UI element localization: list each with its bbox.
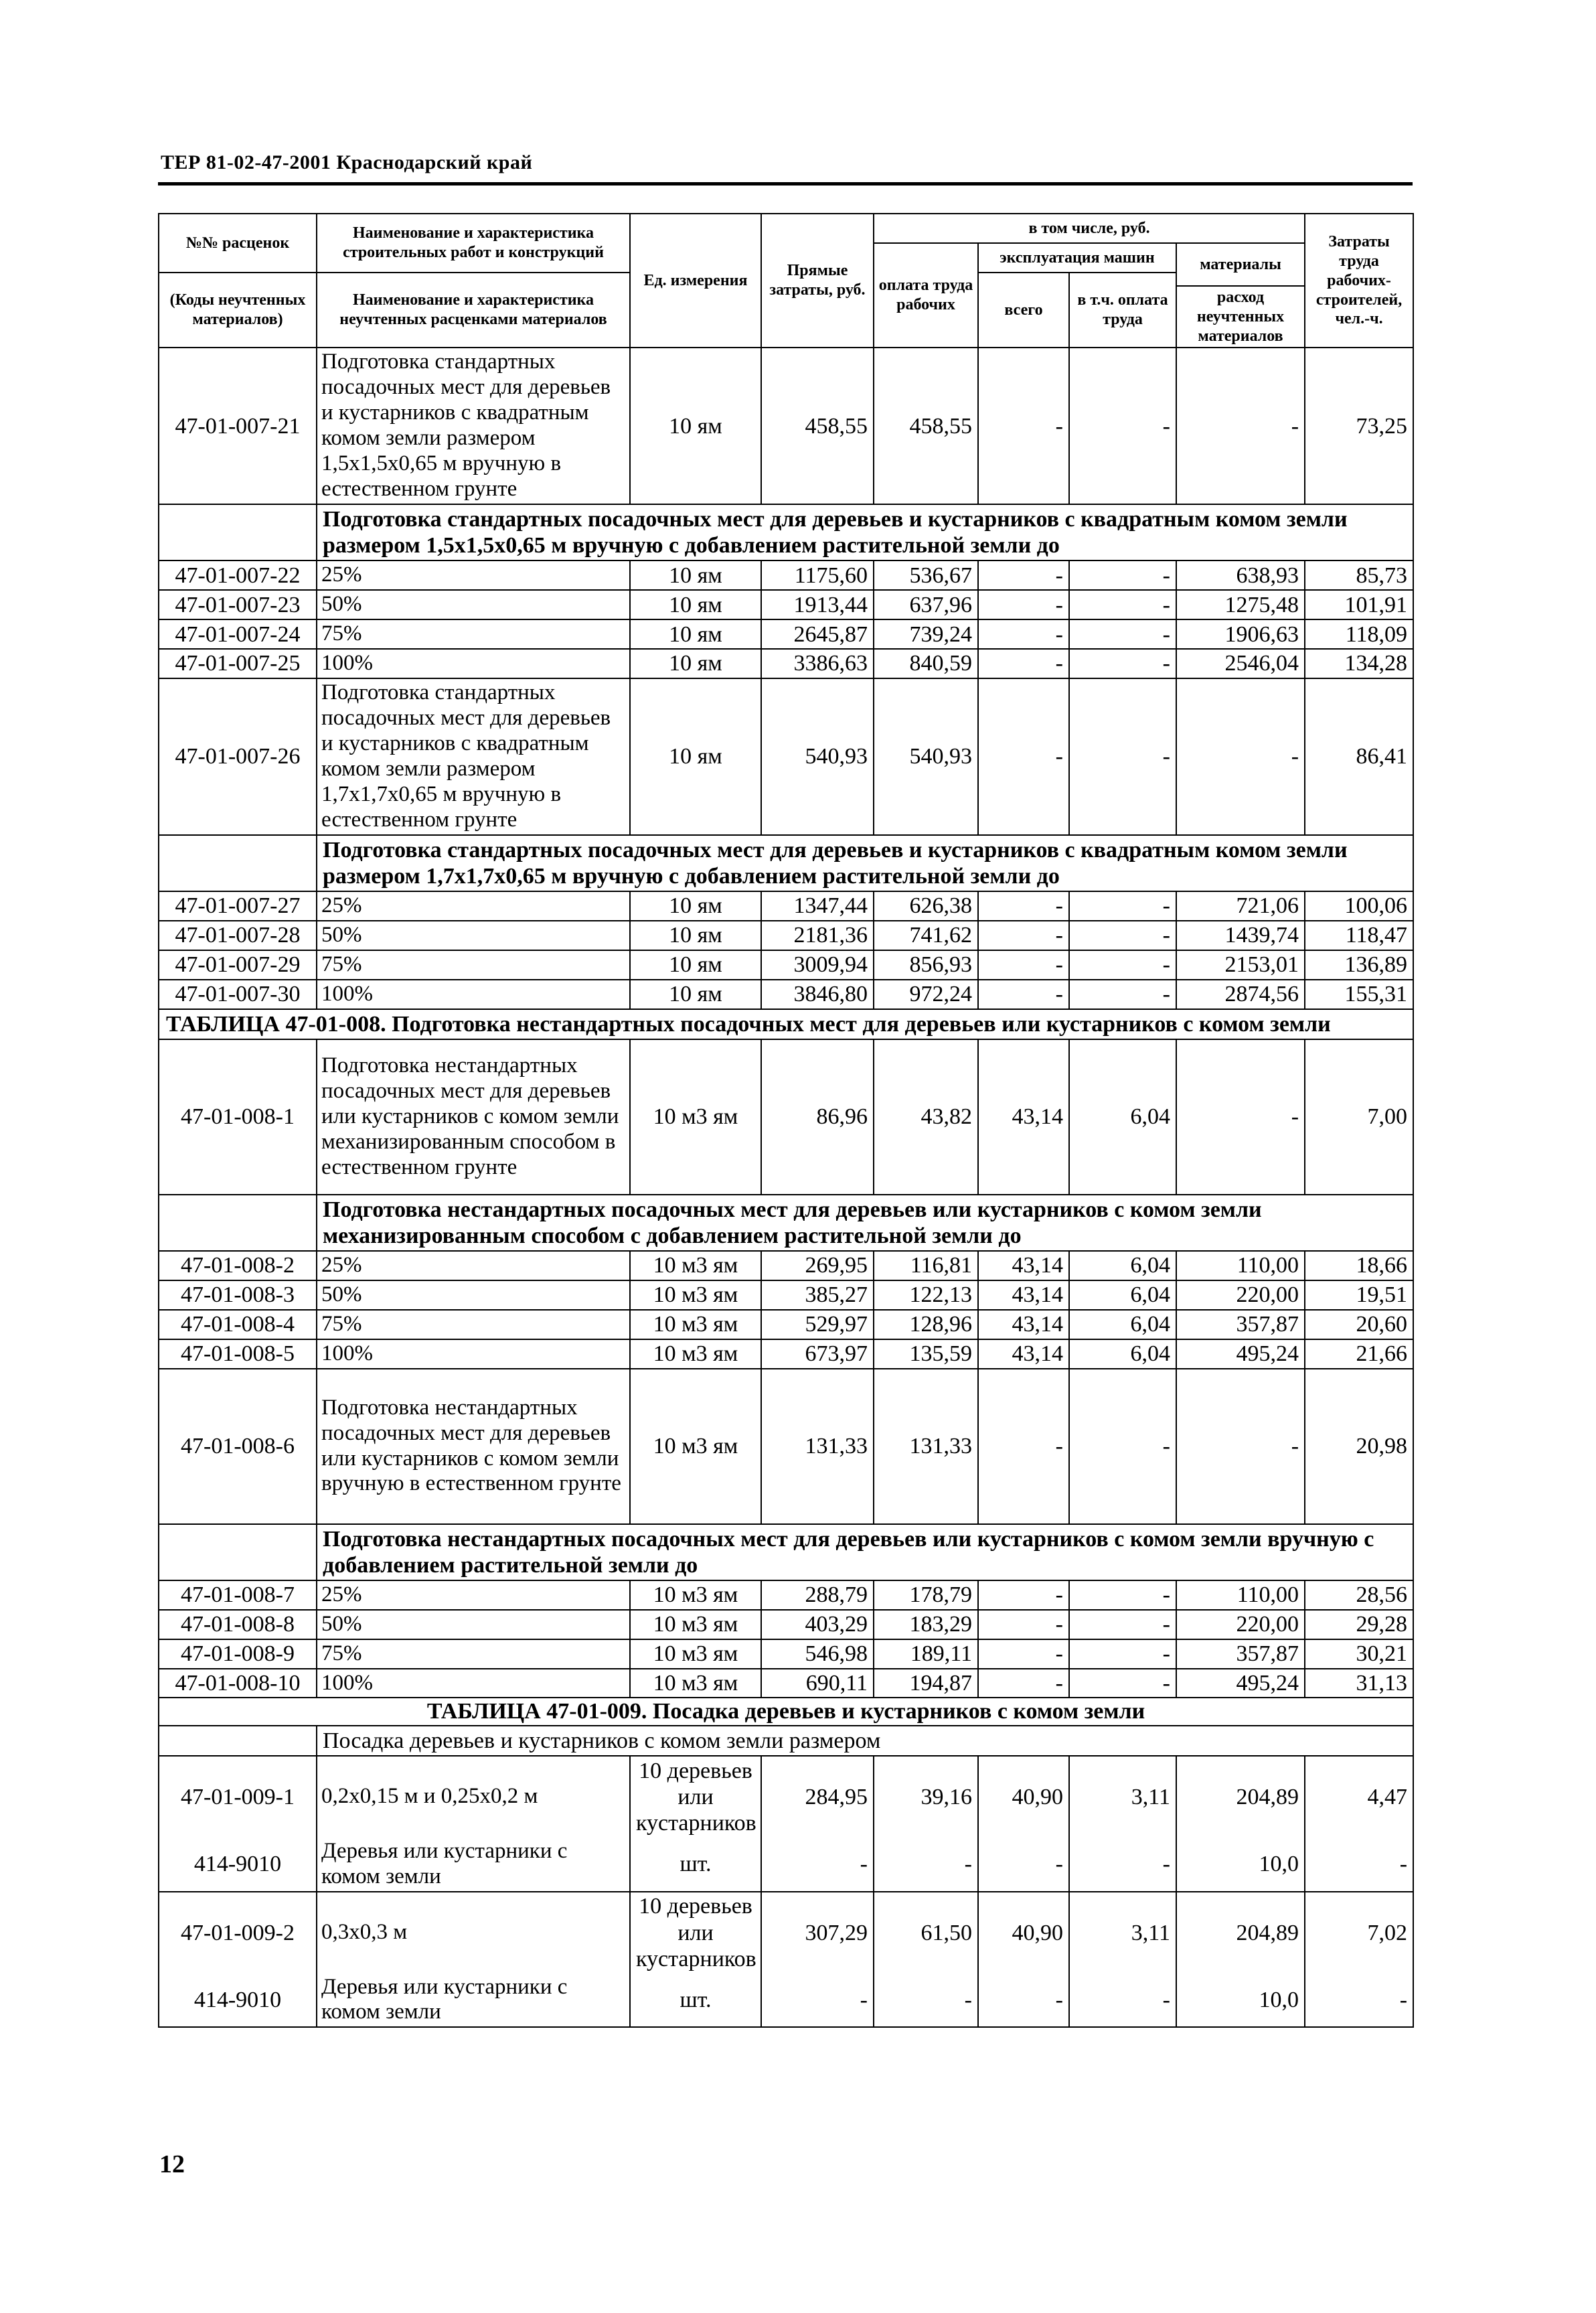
- direct-cost: 269,95: [761, 1251, 874, 1280]
- rate-name: 50%: [317, 1280, 630, 1310]
- rate-code: 414-9010: [159, 1838, 317, 1892]
- machines-labor-pay: 6,04: [1069, 1280, 1176, 1310]
- rate-code: 47-01-009-1: [159, 1756, 317, 1838]
- section-heading: Подготовка стандартных посадочных мест для деревьев и кустарников с квадратным комом земли размером 1,7х1,7х0,65 м вручную с добавлением растительной земли до: [317, 835, 1413, 891]
- machines-total: -: [978, 1610, 1069, 1639]
- labor-pay: 741,62: [874, 921, 978, 950]
- machines-total: -: [978, 649, 1069, 678]
- machines-total: -: [978, 1639, 1069, 1669]
- machines-labor-pay: -: [1069, 950, 1176, 980]
- section-heading: Подготовка нестандартных посадочных мест для деревьев или кустарников с комом земли вручную с добавлением растительной земли до: [317, 1524, 1413, 1580]
- labor-hours: -: [1305, 1838, 1413, 1892]
- machines-total: 43,14: [978, 1339, 1069, 1369]
- labor-hours: 28,56: [1305, 1580, 1413, 1610]
- table-title-row: [159, 1698, 1413, 1725]
- materials-cost: 721,06: [1176, 891, 1305, 921]
- machines-total: 40,90: [978, 1756, 1069, 1838]
- labor-hours: 31,13: [1305, 1669, 1413, 1698]
- col-unit-header: Ед. измерения: [630, 214, 761, 348]
- rate-unit: 10 ям: [630, 561, 761, 590]
- direct-cost: 458,55: [761, 348, 874, 504]
- section-heading: Подготовка нестандартных посадочных мест для деревьев или кустарников с комом земли механизированным способом с добавлением растительной земли до: [317, 1195, 1413, 1251]
- materials-cost: 2546,04: [1176, 649, 1305, 678]
- col-name-header-bottom: Наименование и характеристика неучтенных расценками материалов: [317, 273, 630, 348]
- materials-cost: 495,24: [1176, 1669, 1305, 1698]
- labor-pay: 458,55: [874, 348, 978, 504]
- direct-cost: 3009,94: [761, 950, 874, 980]
- machines-total: -: [978, 891, 1069, 921]
- materials-cost: 638,93: [1176, 561, 1305, 590]
- rate-unit: 10 ям: [630, 619, 761, 649]
- rate-code: 47-01-007-30: [159, 980, 317, 1009]
- col-machines-header: эксплуатация машин: [978, 243, 1176, 273]
- col-mach-labor-header: в т.ч. оплата труда: [1069, 273, 1176, 348]
- rate-name: 75%: [317, 1310, 630, 1339]
- machines-labor-pay: -: [1069, 1639, 1176, 1669]
- labor-hours: 85,73: [1305, 561, 1413, 590]
- rate-unit: 10 ям: [630, 980, 761, 1009]
- machines-total: -: [978, 950, 1069, 980]
- table-title: ТАБЛИЦА 47-01-009. Посадка деревьев и кустарников с комом земли: [159, 1698, 1413, 1725]
- rate-code: 47-01-007-27: [159, 891, 317, 921]
- col-code-header-top: №№ расценок: [159, 214, 317, 273]
- rates-table-wrapper: [158, 213, 1413, 2028]
- labor-pay: 739,24: [874, 619, 978, 649]
- table-row: [159, 561, 1413, 590]
- header-rule: [158, 182, 1413, 185]
- materials-cost: 220,00: [1176, 1280, 1305, 1310]
- table-row: [159, 678, 1413, 835]
- labor-hours: 86,41: [1305, 678, 1413, 835]
- labor-hours: 21,66: [1305, 1339, 1413, 1369]
- rate-code: 47-01-008-7: [159, 1580, 317, 1610]
- rate-name: Подготовка нестандартных посадочных мест для деревьев или кустарников с комом земли механизированным способом в естественном грунте: [317, 1039, 630, 1195]
- machines-labor-pay: -: [1069, 619, 1176, 649]
- rate-code: 47-01-007-22: [159, 561, 317, 590]
- table-row: [159, 950, 1413, 980]
- machines-labor-pay: 3,11: [1069, 1892, 1176, 1973]
- rate-code: 47-01-008-1: [159, 1039, 317, 1195]
- table-row: [159, 619, 1413, 649]
- rate-code: 47-01-008-5: [159, 1339, 317, 1369]
- materials-cost: 2153,01: [1176, 950, 1305, 980]
- machines-labor-pay: 6,04: [1069, 1339, 1176, 1369]
- labor-pay: 61,50: [874, 1892, 978, 1973]
- table-row: [159, 1610, 1413, 1639]
- machines-labor-pay: -: [1069, 561, 1176, 590]
- col-labor-header: Затраты труда рабочих-строителей, чел.-ч.: [1305, 214, 1413, 348]
- direct-cost: 1913,44: [761, 590, 874, 619]
- rate-code: 47-01-008-8: [159, 1610, 317, 1639]
- labor-pay: 540,93: [874, 678, 978, 835]
- labor-hours: 20,60: [1305, 1310, 1413, 1339]
- labor-hours: 4,47: [1305, 1756, 1413, 1838]
- rate-unit: 10 ям: [630, 891, 761, 921]
- rate-unit: шт.: [630, 1973, 761, 2028]
- table-row: [159, 1251, 1413, 1280]
- labor-hours: 18,66: [1305, 1251, 1413, 1280]
- direct-cost: 86,96: [761, 1039, 874, 1195]
- materials-cost: 2874,56: [1176, 980, 1305, 1009]
- empty-code-cell: [159, 1726, 317, 1756]
- rate-name: 50%: [317, 921, 630, 950]
- direct-cost: 1347,44: [761, 891, 874, 921]
- empty-code-cell: [159, 835, 317, 891]
- machines-total: -: [978, 1838, 1069, 1892]
- rate-code: 47-01-009-2: [159, 1892, 317, 1973]
- machines-labor-pay: -: [1069, 678, 1176, 835]
- section-row: [159, 1524, 1413, 1580]
- rate-code: 47-01-008-9: [159, 1639, 317, 1669]
- machines-labor-pay: -: [1069, 980, 1176, 1009]
- col-materials-header: материалы: [1176, 243, 1305, 286]
- machines-total: -: [978, 678, 1069, 835]
- materials-cost: 1906,63: [1176, 619, 1305, 649]
- labor-hours: 101,91: [1305, 590, 1413, 619]
- machines-labor-pay: 3,11: [1069, 1756, 1176, 1838]
- machines-total: -: [978, 348, 1069, 504]
- table-row: [159, 1369, 1413, 1524]
- machines-labor-pay: -: [1069, 1369, 1176, 1524]
- labor-pay: 840,59: [874, 649, 978, 678]
- materials-cost: 495,24: [1176, 1339, 1305, 1369]
- direct-cost: 307,29: [761, 1892, 874, 1973]
- machines-labor-pay: -: [1069, 1610, 1176, 1639]
- machines-labor-pay: 6,04: [1069, 1039, 1176, 1195]
- labor-hours: 20,98: [1305, 1369, 1413, 1524]
- machines-labor-pay: -: [1069, 891, 1176, 921]
- labor-pay: 183,29: [874, 1610, 978, 1639]
- machines-labor-pay: 6,04: [1069, 1251, 1176, 1280]
- rate-unit: 10 ям: [630, 649, 761, 678]
- machines-total: 40,90: [978, 1892, 1069, 1973]
- rate-code: 47-01-008-4: [159, 1310, 317, 1339]
- rate-name: Подготовка стандартных посадочных мест для деревьев и кустарников с квадратным комом земли размером 1,7х1,7х0,65 м вручную в естественном грунте: [317, 678, 630, 835]
- direct-cost: 2181,36: [761, 921, 874, 950]
- labor-pay: 43,82: [874, 1039, 978, 1195]
- table-row: [159, 1580, 1413, 1610]
- materials-cost: 1275,48: [1176, 590, 1305, 619]
- table-row: [159, 1973, 1413, 2028]
- table-row: [159, 891, 1413, 921]
- rate-name: Подготовка стандартных посадочных мест для деревьев и кустарников с квадратным комом земли размером 1,5х1,5х0,65 м вручную в естественном грунте: [317, 348, 630, 504]
- direct-cost: 3386,63: [761, 649, 874, 678]
- col-code-header-bottom: (Коды неучтенных материалов): [159, 273, 317, 348]
- rate-name: 0,3х0,3 м: [317, 1892, 630, 1973]
- labor-hours: 155,31: [1305, 980, 1413, 1009]
- machines-total: -: [978, 561, 1069, 590]
- direct-cost: 288,79: [761, 1580, 874, 1610]
- empty-code-cell: [159, 1195, 317, 1251]
- materials-cost: 220,00: [1176, 1610, 1305, 1639]
- labor-hours: 118,47: [1305, 921, 1413, 950]
- table-title: ТАБЛИЦА 47-01-008. Подготовка нестандартных посадочных мест для деревьев или кустарников с комом земли: [159, 1009, 1413, 1039]
- labor-pay: 135,59: [874, 1339, 978, 1369]
- materials-cost: -: [1176, 348, 1305, 504]
- rate-unit: 10 м3 ям: [630, 1310, 761, 1339]
- rate-name: Подготовка нестандартных посадочных мест для деревьев или кустарников с комом земли вручную в естественном грунте: [317, 1369, 630, 1524]
- rate-code: 47-01-007-29: [159, 950, 317, 980]
- materials-cost: 110,00: [1176, 1251, 1305, 1280]
- labor-pay: 972,24: [874, 980, 978, 1009]
- labor-hours: 136,89: [1305, 950, 1413, 980]
- rate-unit: 10 м3 ям: [630, 1039, 761, 1195]
- col-materials-sub-header: расход неучтенных материалов: [1176, 286, 1305, 348]
- materials-cost: -: [1176, 1039, 1305, 1195]
- labor-pay: 128,96: [874, 1310, 978, 1339]
- materials-cost: 10,0: [1176, 1973, 1305, 2028]
- rate-unit: 10 деревьев или кустарников: [630, 1756, 761, 1838]
- rate-code: 47-01-007-21: [159, 348, 317, 504]
- rate-name: 75%: [317, 950, 630, 980]
- labor-pay: 178,79: [874, 1580, 978, 1610]
- labor-hours: 100,06: [1305, 891, 1413, 921]
- labor-hours: -: [1305, 1973, 1413, 2028]
- table-row: [159, 1310, 1413, 1339]
- machines-labor-pay: 6,04: [1069, 1310, 1176, 1339]
- section-heading: Посадка деревьев и кустарников с комом земли размером: [317, 1726, 1413, 1756]
- machines-total: -: [978, 980, 1069, 1009]
- machines-total: 43,14: [978, 1039, 1069, 1195]
- rate-name: 100%: [317, 980, 630, 1009]
- direct-cost: 540,93: [761, 678, 874, 835]
- table-row: [159, 590, 1413, 619]
- machines-total: 43,14: [978, 1310, 1069, 1339]
- col-name-header-top: Наименование и характеристика строительных работ и конструкций: [317, 214, 630, 273]
- machines-labor-pay: -: [1069, 1838, 1176, 1892]
- col-incl-header: в том числе, руб.: [874, 214, 1305, 243]
- rates-table: [158, 213, 1414, 2028]
- machines-labor-pay: -: [1069, 1973, 1176, 2028]
- labor-pay: 122,13: [874, 1280, 978, 1310]
- rate-unit: 10 деревьев или кустарников: [630, 1892, 761, 1973]
- rate-code: 47-01-008-6: [159, 1369, 317, 1524]
- rate-name: Деревья или кустарники с комом земли: [317, 1838, 630, 1892]
- table-row: [159, 348, 1413, 504]
- materials-cost: 110,00: [1176, 1580, 1305, 1610]
- empty-code-cell: [159, 1524, 317, 1580]
- direct-cost: 131,33: [761, 1369, 874, 1524]
- labor-pay: 536,67: [874, 561, 978, 590]
- rate-unit: 10 м3 ям: [630, 1339, 761, 1369]
- rate-unit: шт.: [630, 1838, 761, 1892]
- rate-unit: 10 м3 ям: [630, 1639, 761, 1669]
- rate-code: 47-01-008-3: [159, 1280, 317, 1310]
- labor-hours: 118,09: [1305, 619, 1413, 649]
- table-row: [159, 1756, 1413, 1838]
- direct-cost: -: [761, 1973, 874, 2028]
- rate-name: 25%: [317, 561, 630, 590]
- labor-pay: 189,11: [874, 1639, 978, 1669]
- labor-hours: 19,51: [1305, 1280, 1413, 1310]
- labor-hours: 30,21: [1305, 1639, 1413, 1669]
- col-direct-header: Прямые затраты, руб.: [761, 214, 874, 348]
- materials-cost: 10,0: [1176, 1838, 1305, 1892]
- rate-unit: 10 ям: [630, 590, 761, 619]
- labor-pay: 131,33: [874, 1369, 978, 1524]
- rate-name: 100%: [317, 1669, 630, 1698]
- labor-hours: 29,28: [1305, 1610, 1413, 1639]
- rate-name: 25%: [317, 891, 630, 921]
- machines-total: -: [978, 1369, 1069, 1524]
- labor-hours: 134,28: [1305, 649, 1413, 678]
- materials-cost: 204,89: [1176, 1756, 1305, 1838]
- labor-pay: 637,96: [874, 590, 978, 619]
- rate-code: 414-9010: [159, 1973, 317, 2028]
- rate-name: 100%: [317, 649, 630, 678]
- labor-pay: 194,87: [874, 1669, 978, 1698]
- rate-name: 75%: [317, 1639, 630, 1669]
- rate-unit: 10 м3 ям: [630, 1251, 761, 1280]
- rate-unit: 10 ям: [630, 921, 761, 950]
- direct-cost: 403,29: [761, 1610, 874, 1639]
- table-row: [159, 649, 1413, 678]
- labor-pay: 626,38: [874, 891, 978, 921]
- labor-pay: -: [874, 1838, 978, 1892]
- rate-unit: 10 м3 ям: [630, 1580, 761, 1610]
- direct-cost: 385,27: [761, 1280, 874, 1310]
- section-row: [159, 1195, 1413, 1251]
- document-header: ТЕР 81-02-47-2001 Краснодарский край: [161, 151, 533, 173]
- machines-total: -: [978, 1669, 1069, 1698]
- direct-cost: 284,95: [761, 1756, 874, 1838]
- rate-name: 100%: [317, 1339, 630, 1369]
- direct-cost: -: [761, 1838, 874, 1892]
- rate-name: 25%: [317, 1580, 630, 1610]
- rate-unit: 10 м3 ям: [630, 1369, 761, 1524]
- rate-code: 47-01-007-23: [159, 590, 317, 619]
- rate-code: 47-01-007-25: [159, 649, 317, 678]
- materials-cost: 357,87: [1176, 1639, 1305, 1669]
- machines-total: 43,14: [978, 1251, 1069, 1280]
- direct-cost: 546,98: [761, 1639, 874, 1669]
- table-row: [159, 1892, 1413, 1973]
- rate-unit: 10 м3 ям: [630, 1610, 761, 1639]
- machines-total: -: [978, 619, 1069, 649]
- direct-cost: 690,11: [761, 1669, 874, 1698]
- col-mach-total-header: всего: [978, 273, 1069, 348]
- table-row: [159, 980, 1413, 1009]
- empty-code-cell: [159, 504, 317, 561]
- table-row: [159, 1639, 1413, 1669]
- rate-unit: 10 м3 ям: [630, 1280, 761, 1310]
- rate-name: 50%: [317, 1610, 630, 1639]
- rate-code: 47-01-008-2: [159, 1251, 317, 1280]
- section-row: [159, 1726, 1413, 1756]
- machines-total: -: [978, 590, 1069, 619]
- labor-pay: -: [874, 1973, 978, 2028]
- rate-name: 25%: [317, 1251, 630, 1280]
- materials-cost: 1439,74: [1176, 921, 1305, 950]
- table-row: [159, 1280, 1413, 1310]
- labor-hours: 73,25: [1305, 348, 1413, 504]
- materials-cost: -: [1176, 678, 1305, 835]
- machines-total: -: [978, 921, 1069, 950]
- table-row: [159, 921, 1413, 950]
- table-row: [159, 1669, 1413, 1698]
- col-pay-header: оплата труда рабочих: [874, 243, 978, 348]
- section-row: [159, 835, 1413, 891]
- rate-code: 47-01-007-24: [159, 619, 317, 649]
- section-row: [159, 504, 1413, 561]
- table-row: [159, 1838, 1413, 1892]
- labor-hours: 7,02: [1305, 1892, 1413, 1973]
- rate-name: 0,2х0,15 м и 0,25х0,2 м: [317, 1756, 630, 1838]
- rate-code: 47-01-007-26: [159, 678, 317, 835]
- machines-labor-pay: -: [1069, 590, 1176, 619]
- direct-cost: 2645,87: [761, 619, 874, 649]
- labor-pay: 856,93: [874, 950, 978, 980]
- rate-unit: 10 м3 ям: [630, 1669, 761, 1698]
- table-row: [159, 1339, 1413, 1369]
- machines-labor-pay: -: [1069, 1669, 1176, 1698]
- rate-name: 75%: [317, 619, 630, 649]
- rate-name: 50%: [317, 590, 630, 619]
- rate-unit: 10 ям: [630, 950, 761, 980]
- direct-cost: 529,97: [761, 1310, 874, 1339]
- machines-labor-pay: -: [1069, 921, 1176, 950]
- rate-unit: 10 ям: [630, 348, 761, 504]
- direct-cost: 3846,80: [761, 980, 874, 1009]
- machines-total: -: [978, 1580, 1069, 1610]
- table-row: [159, 1039, 1413, 1195]
- machines-labor-pay: -: [1069, 1580, 1176, 1610]
- section-heading: Подготовка стандартных посадочных мест для деревьев и кустарников с квадратным комом земли размером 1,5х1,5х0,65 м вручную с добавлением растительной земли до: [317, 504, 1413, 561]
- machines-labor-pay: -: [1069, 348, 1176, 504]
- page-number: 12: [159, 2150, 185, 2178]
- rate-unit: 10 ям: [630, 678, 761, 835]
- labor-hours: 7,00: [1305, 1039, 1413, 1195]
- materials-cost: 357,87: [1176, 1310, 1305, 1339]
- materials-cost: -: [1176, 1369, 1305, 1524]
- rate-name: Деревья или кустарники с комом земли: [317, 1973, 630, 2028]
- labor-pay: 39,16: [874, 1756, 978, 1838]
- machines-total: -: [978, 1973, 1069, 2028]
- labor-pay: 116,81: [874, 1251, 978, 1280]
- machines-labor-pay: -: [1069, 649, 1176, 678]
- table-title-row: [159, 1009, 1413, 1039]
- rate-code: 47-01-008-10: [159, 1669, 317, 1698]
- rate-code: 47-01-007-28: [159, 921, 317, 950]
- materials-cost: 204,89: [1176, 1892, 1305, 1973]
- direct-cost: 673,97: [761, 1339, 874, 1369]
- machines-total: 43,14: [978, 1280, 1069, 1310]
- direct-cost: 1175,60: [761, 561, 874, 590]
